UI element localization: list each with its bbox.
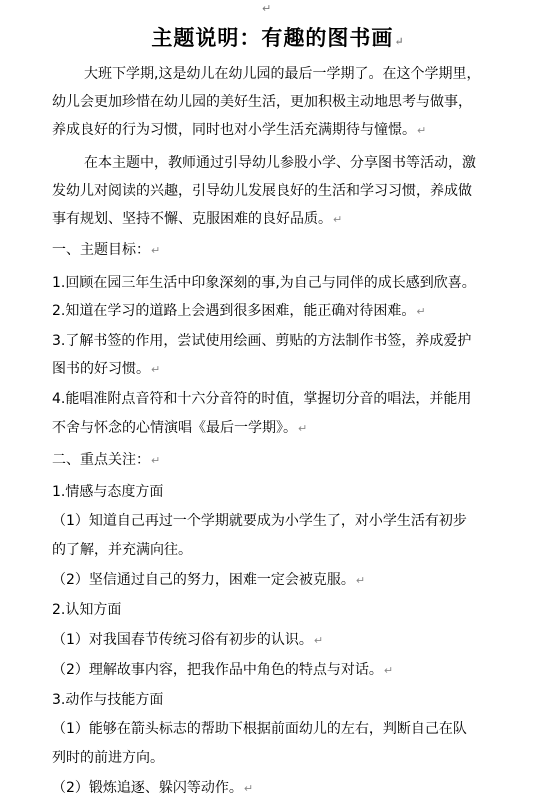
paragraph-mark-icon: ↵ xyxy=(243,782,254,795)
paragraph-mark-icon: ↵ xyxy=(151,454,161,467)
document-title xyxy=(0,22,556,52)
paragraph-mark-icon: ↵ xyxy=(355,574,366,587)
paragraph-mark-icon: ↵ xyxy=(151,244,161,257)
list-item: （2）理解故事内容，把我作品中角色的特点与对话。↵ xyxy=(52,662,394,678)
list-item-continuation: 图书的好习惯。↵ xyxy=(52,361,161,377)
subsection-heading: 3.动作与技能方面 xyxy=(52,692,164,708)
subsection-heading: 2.认知方面 xyxy=(52,602,122,618)
list-item: 3.了解书签的作用，尝试使用绘画、剪贴的方法制作书签，养成爱护 xyxy=(52,333,472,349)
list-item: 4.能唱准附点音符和十六分音符的时值，掌握切分音的唱法，并能用 xyxy=(52,391,472,407)
paragraph-mark-icon: ↵ xyxy=(416,305,426,318)
paragraph-line: 发幼儿对阅读的兴趣，引导幼儿发展良好的生活和学习习惯，养成做 xyxy=(52,183,472,199)
paragraph-mark-icon: ↵ xyxy=(383,664,394,677)
title-text: 主题说明：有趣的图书画 xyxy=(151,25,394,50)
paragraph-line: 养成良好的行为习惯，同时也对小学生活充满期待与憧憬。↵ xyxy=(52,122,427,138)
list-item: （2）坚信通过自己的努力，困难一定会被克服。↵ xyxy=(52,572,366,588)
paragraph-mark-icon: ↵ xyxy=(151,363,161,376)
paragraph-line: 大班下学期,这是幼儿在幼儿园的最后一学期了。在这个学期里， xyxy=(84,66,481,82)
list-item: （1）知道自己再过一个学期就要成为小学生了，对小学生活有初步 xyxy=(52,513,467,529)
paragraph-mark-icon: ↵ xyxy=(298,422,308,435)
paragraph-line: 事有规划、坚持不懈、克服困难的良好品质。↵ xyxy=(52,211,343,227)
paragraph-line: 幼儿会更加珍惜在幼儿园的美好生活，更加积极主动地思考与做事， xyxy=(52,94,472,110)
list-item: （2）锻炼追逐、躲闪等动作。↵ xyxy=(52,780,254,796)
list-item-continuation: 不舍与怀念的心情演唱《最后一学期》。↵ xyxy=(52,420,308,436)
paragraph-mark-icon: ↵ xyxy=(333,213,343,226)
list-item: （1）对我国春节传统习俗有初步的认识。↵ xyxy=(52,632,324,648)
paragraph-mark-icon: ↵ xyxy=(394,35,405,48)
paragraph-mark-icon: ↵ xyxy=(417,124,427,137)
list-item-continuation: 列时的前进方向。 xyxy=(52,750,164,766)
paragraph-mark-icon: ↵ xyxy=(313,634,324,647)
list-item-continuation: 的了解，并充满向往。 xyxy=(52,542,192,558)
paragraph-line: 在本主题中，教师通过引导幼儿参股小学、分享图书等活动，激 xyxy=(84,155,476,171)
list-item: 2.知道在学习的道路上会遇到很多困难，能正确对待困难。↵ xyxy=(52,303,426,319)
section-heading: 二、重点关注：↵ xyxy=(52,452,161,468)
list-item: 1.回顾在园三年生活中印象深刻的事,为自己与同伴的成长感到欣喜。 xyxy=(52,275,476,291)
section-heading: 一、主题目标：↵ xyxy=(52,242,161,258)
paragraph-mark: ↵ xyxy=(262,2,272,15)
list-item: （1）能够在箭头标志的帮助下根据前面幼儿的左右，判断自己在队 xyxy=(52,721,467,737)
subsection-heading: 1.情感与态度方面 xyxy=(52,484,164,500)
